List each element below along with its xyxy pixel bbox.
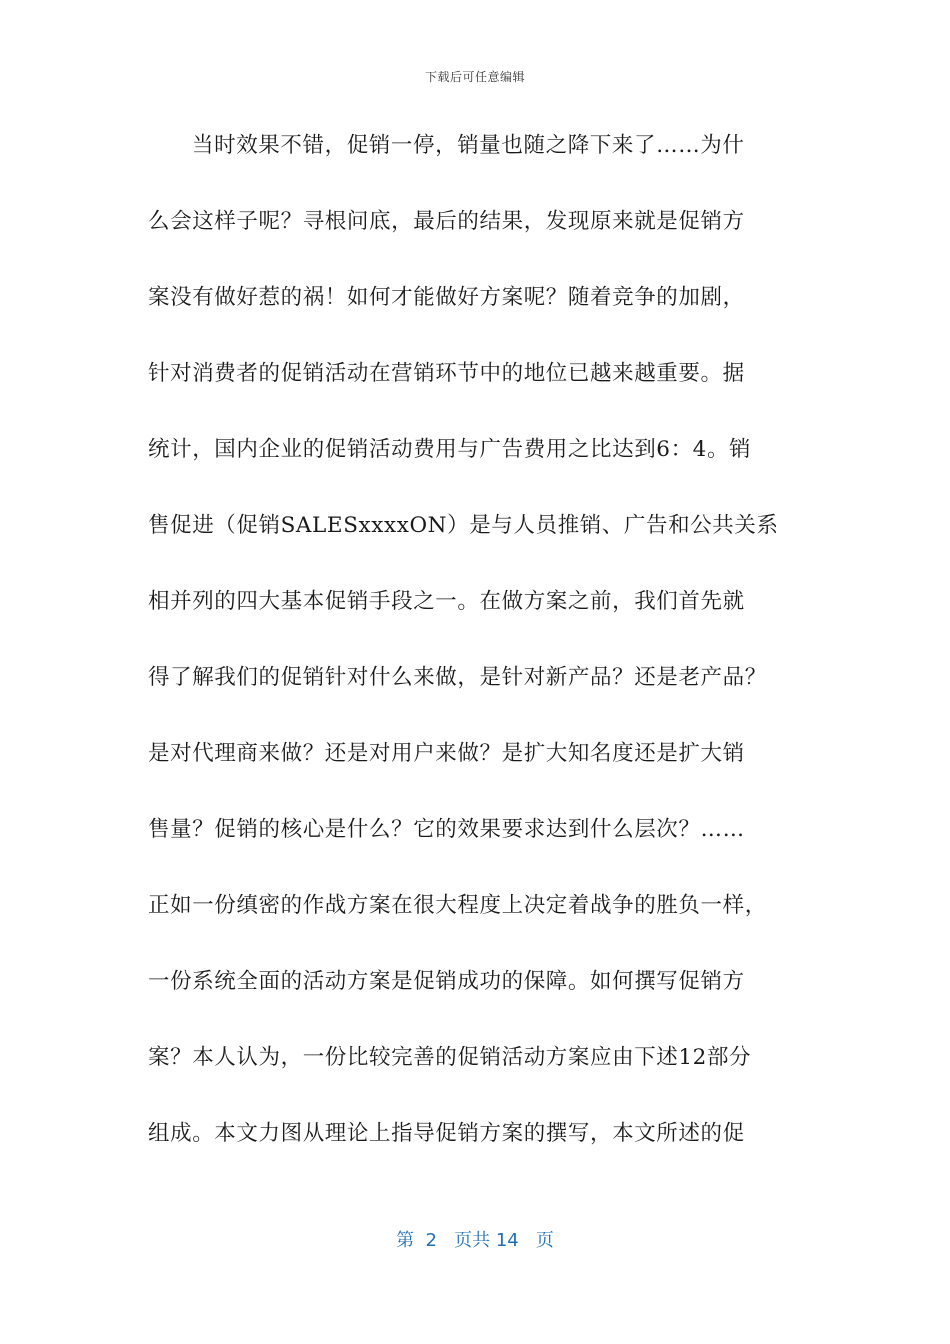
paragraph-line: 案没有做好惹的祸！如何才能做好方案呢？随着竞争的加剧， <box>148 285 745 310</box>
paragraph-line: 一份系统全面的活动方案是促销成功的保障。如何撰写促销方 <box>148 969 745 994</box>
paragraph-line: 案？本人认为，一份比较完善的促销活动方案应由下述12部分 <box>148 1045 752 1070</box>
page-number-footer: 第 2 页共 14 页 <box>396 1230 554 1251</box>
paragraph-line: 么会这样子呢？寻根问底，最后的结果，发现原来就是促销方 <box>148 209 745 234</box>
paragraph-line: 相并列的四大基本促销手段之一。在做方案之前，我们首先就 <box>148 589 745 614</box>
paragraph-line: 当时效果不错，促销一停，销量也随之降下来了……为什 <box>192 133 745 158</box>
paragraph-line: 针对消费者的促销活动在营销环节中的地位已越来越重要。据 <box>148 361 745 386</box>
page-header-note: 下载后可任意编辑 <box>424 70 525 84</box>
paragraph-line: 得了解我们的促销针对什么来做，是针对新产品？还是老产品？ <box>148 665 767 690</box>
paragraph-line: 正如一份缜密的作战方案在很大程度上决定着战争的胜负一样， <box>148 893 767 918</box>
paragraph-line: 售促进（促销SALESxxxxON）是与人员推销、广告和公共关系 <box>148 513 779 538</box>
paragraph-line: 组成。本文力图从理论上指导促销方案的撰写，本文所述的促 <box>148 1121 745 1146</box>
paragraph-line: 是对代理商来做？还是对用户来做？是扩大知名度还是扩大销 <box>148 741 745 766</box>
document-body <box>148 124 808 1188</box>
paragraph-line: 统计，国内企业的促销活动费用与广告费用之比达到6：4。销 <box>148 437 752 462</box>
paragraph-line: 售量？促销的核心是什么？它的效果要求达到什么层次？…… <box>148 817 745 842</box>
